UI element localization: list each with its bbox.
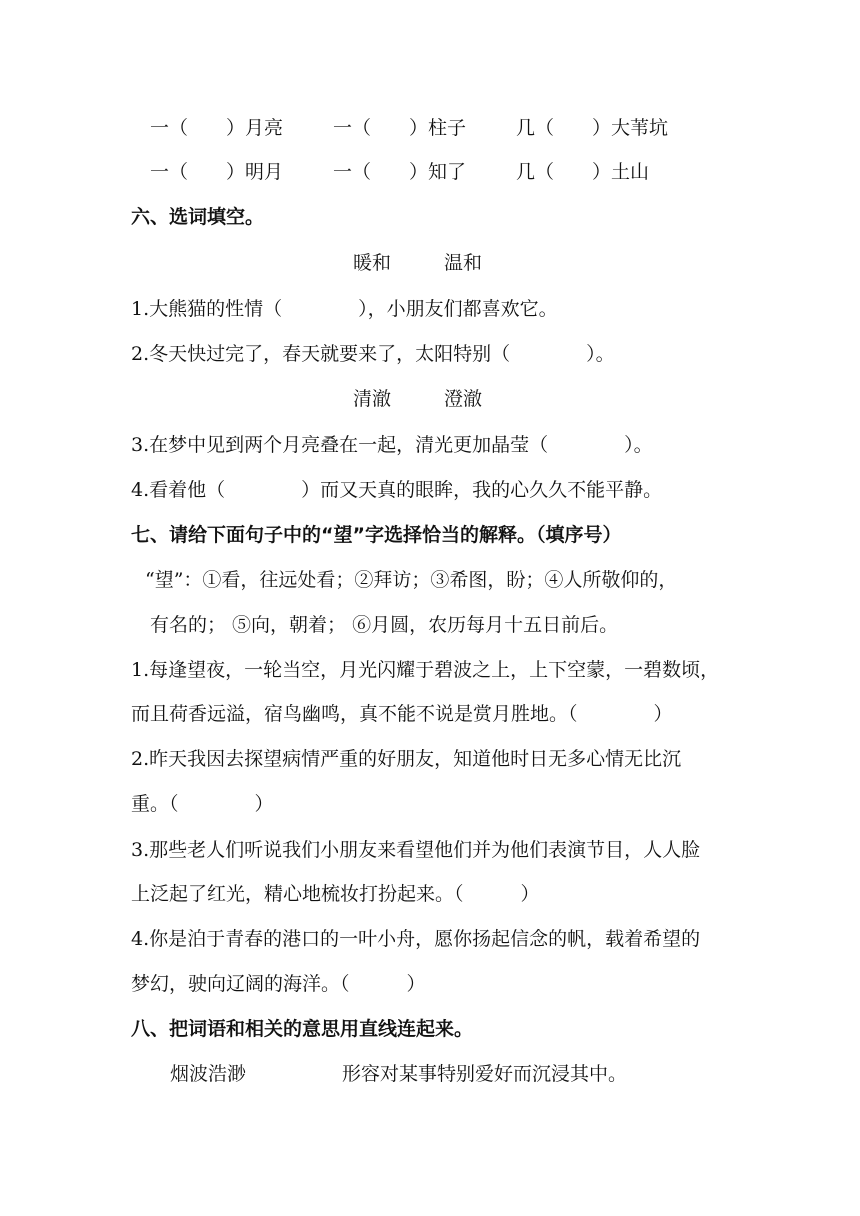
fill-item-bright-moon: 一（ ）明月 [150,161,284,183]
fill-item-moon: 一（ ）月亮 [150,117,284,139]
section-7-question-3-line-2: 上泛起了红光，精心地梳妆打扮起来。（ ） [131,883,540,905]
definitions-line-2: 有名的； ⑤向，朝着； ⑥月圆，农历每月十五日前后。 [150,614,619,636]
section-6-question-2: 2.冬天快过完了，春天就要来了，太阳特别（ ）。 [131,343,615,365]
section-7-question-2-line-1: 2.昨天我因去探望病情严重的好朋友，知道他时日无多心情无比沉 [131,748,682,770]
definitions-line-1: “望”：①看，往远处看；②拜访；③希图，盼；④人所敬仰的， [145,569,678,591]
fill-item-cicada: 一（ ）知了 [333,161,467,183]
section-7-question-1-line-2: 而且荷香远溢，宿鸟幽鸣，真不能不说是赏月胜地。（ ） [131,703,673,725]
section-7-question-3-line-1: 3.那些老人们听说我们小朋友来看望他们并为他们表演节目，人人脸 [131,839,701,861]
section-7-heading: 七、请给下面句子中的“望”字选择恰当的解释。（填序号） [131,524,622,546]
fill-item-pillar: 一（ ）柱子 [333,117,467,139]
section-6-question-1: 1.大熊猫的性情（ ），小朋友们都喜欢它。 [131,298,558,320]
section-8-heading: 八、把词语和相关的意思用直线连起来。 [131,1018,474,1040]
word-option-qingche: 清澈 [353,388,392,410]
match-meaning-1: 形容对某事特别爱好而沉浸其中。 [342,1063,628,1085]
section-6-question-4: 4.看着他（ ）而又天真的眼眸，我的心久久不能平静。 [131,479,663,501]
fill-item-mound: 几（ ）土山 [516,161,650,183]
section-6-heading: 六、选词填空。 [131,206,265,228]
word-option-nuanhe: 暖和 [353,252,392,274]
section-7-question-4-line-2: 梦幻，驶向辽阔的海洋。（ ） [131,973,426,995]
word-option-wenhe: 温和 [444,252,483,274]
match-word-1: 烟波浩渺 [170,1063,247,1085]
section-7-question-4-line-1: 4.你是泊于青春的港口的一叶小舟，愿你扬起信念的帆，载着希望的 [131,928,701,950]
section-6-question-3: 3.在梦中见到两个月亮叠在一起，清光更加晶莹（ ）。 [131,434,653,456]
fill-item-reed-pit: 几（ ）大苇坑 [516,117,669,139]
section-7-question-2-line-2: 重。（ ） [131,793,274,815]
section-7-question-1-line-1: 1.每逢望夜，一轮当空，月光闪耀于碧波之上，上下空蒙，一碧数顷， [131,659,720,681]
word-option-chengche: 澄澈 [444,388,483,410]
